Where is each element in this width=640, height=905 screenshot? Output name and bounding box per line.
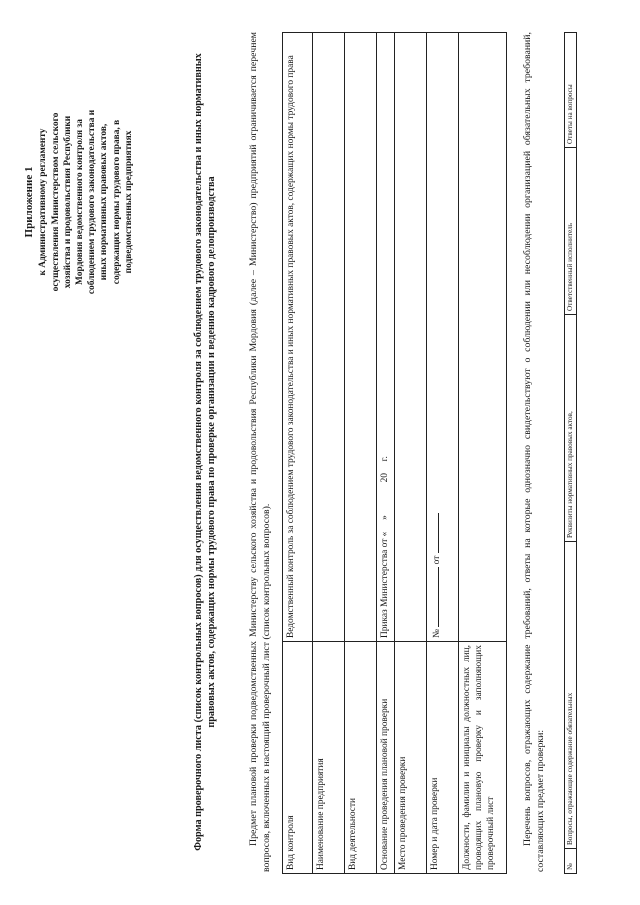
- table-row: [283, 33, 313, 874]
- date-blank: [429, 513, 439, 553]
- row-label: Должности, фамилии и инициалы должностных лиц, проводящих плановую проверку и заполняющих проверочный лист: [459, 642, 507, 874]
- appendix-line: хозяйства и продовольствия Республики: [62, 115, 73, 289]
- row-label: Вид контроля: [283, 642, 313, 874]
- appendix-line: к Административному регламенту: [38, 128, 49, 276]
- row-value: [395, 33, 427, 642]
- checklist-table: [564, 32, 577, 874]
- column-header: Ответы на вопросы: [565, 33, 577, 148]
- info-table: [282, 32, 507, 874]
- table-row: [377, 33, 395, 874]
- table-row: [313, 33, 345, 874]
- appendix-line: содержащих нормы трудового права, в: [111, 119, 122, 285]
- questions-list-intro: Перечень вопросов, отражающих содержание требований, ответы на которые однозначно свидетельствуют о соблюдении или несоблюдении организацией обязательных требований, составляющих предмет проверки:: [522, 32, 546, 872]
- table-row: [427, 33, 459, 874]
- column-header: Вопросы, отражающие содержание обязательных: [565, 542, 577, 849]
- column-header: №: [565, 849, 577, 874]
- number-blank: [429, 567, 439, 627]
- row-label: Место проведения проверки: [395, 642, 427, 874]
- appendix-line: соблюдением трудового законодательства и: [87, 109, 98, 295]
- appendix-line: Мордовия ведомственного контроля за: [74, 119, 85, 285]
- appendix-title: Приложение 1: [23, 166, 35, 238]
- table-header-row: [565, 33, 577, 874]
- rotated-document-page: [10, 12, 630, 892]
- row-value: [345, 33, 377, 642]
- row-value: Приказ Министерства от « » 20 г.: [377, 33, 395, 642]
- row-value: [459, 33, 507, 642]
- row-label: Вид деятельности: [345, 642, 377, 874]
- date-from-label: от: [432, 555, 442, 565]
- appendix-line: осуществления Министерством сельского: [50, 112, 61, 292]
- form-title: Форма проверочного листа (список контрольных вопросов) для осуществления ведомственного контроля за соблюдением трудового законодательства и иных нормативных правовых актов, содержащих нормы трудового права по проверке организации и ведению кадрового делопроизводства: [193, 53, 218, 851]
- row-value: [427, 33, 459, 642]
- appendix-line: подведомственных предприятиях: [123, 130, 134, 274]
- row-label: Основание проведения плановой проверки: [377, 642, 395, 874]
- table-row: [345, 33, 377, 874]
- appendix-header: [22, 72, 135, 332]
- table-row: [459, 33, 507, 874]
- row-value: Ведомственный контроль за соблюдением трудового законодательства и иных нормативных правовых актов, содержащих нормы трудового права: [283, 33, 313, 642]
- row-value: [313, 33, 345, 642]
- number-sign: №: [432, 629, 442, 638]
- table-row: [395, 33, 427, 874]
- row-label: Наименование предприятия: [313, 642, 345, 874]
- intro-paragraph: Предмет плановой проверки подведомственных Министерству сельского хозяйства и продовольствия Республики Мордовия (далее – Министерство) предприятий ограничивается перечнем вопросов, включенных в настоящий проверочный лист (список контрольных вопросов).: [248, 32, 272, 872]
- column-header: Ответственный исполнитель: [565, 148, 577, 315]
- appendix-line: иных нормативных правовых актов,: [99, 123, 110, 281]
- column-header: Реквизиты нормативных правовых актов,: [565, 315, 577, 542]
- row-label: Номер и дата проверки: [427, 642, 459, 874]
